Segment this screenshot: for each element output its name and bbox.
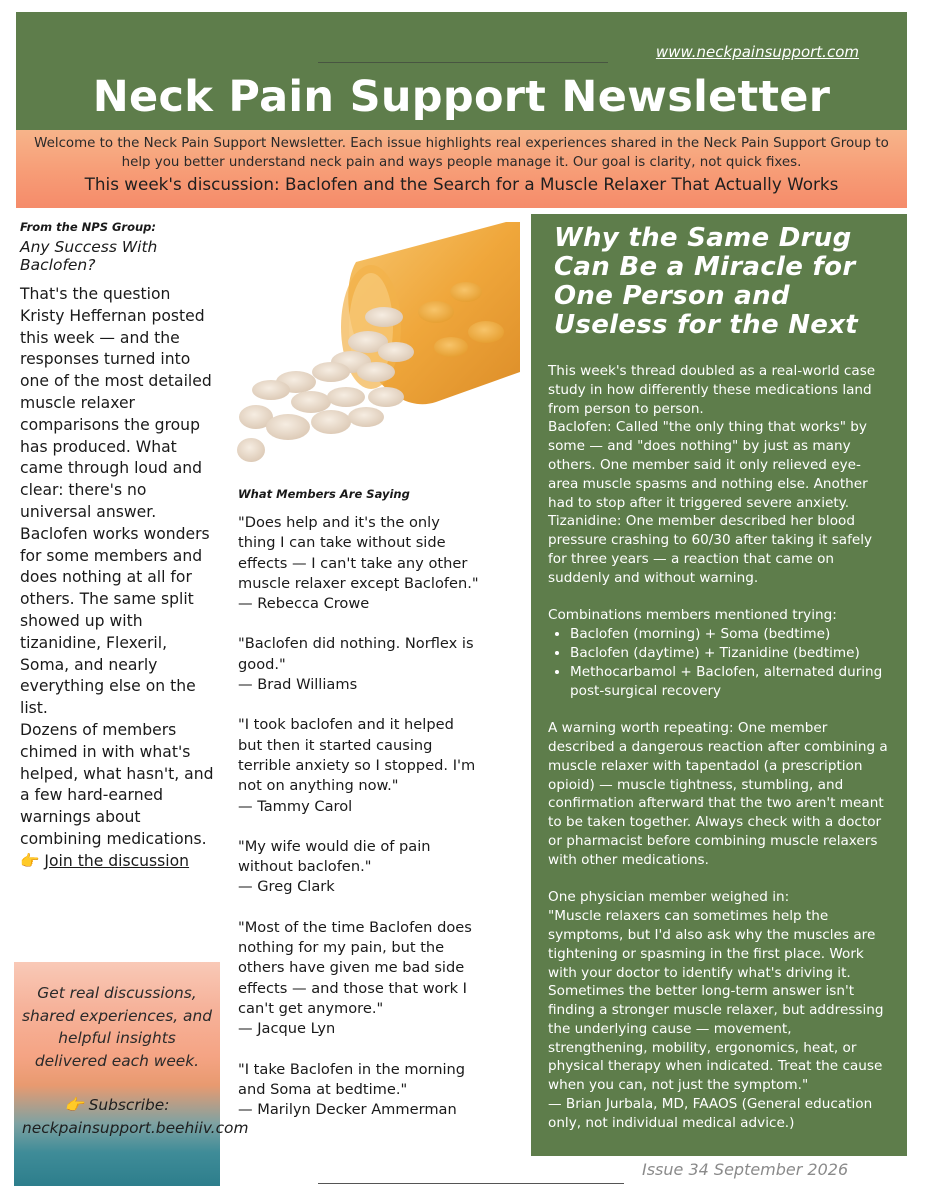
quote-list <box>238 513 482 1120</box>
issue-label: Issue 34 September 2026 <box>642 1160 849 1179</box>
join-discussion-link[interactable]: Join the discussion <box>44 851 190 870</box>
baclofen-note: Baclofen: Called "the only thing that works" by some — and "does nothing" by just as many others. One member said it only relieved eye-area muscle spasms and nothing else. Another had to stop after it triggered severe anxiety. <box>548 419 868 511</box>
list-item: • Methocarbamol + Baclofen, alternated during post-surgical recovery <box>570 663 889 701</box>
newsletter-title: Neck Pain Support Newsletter <box>92 72 831 122</box>
member-quote <box>238 715 482 816</box>
member-quotes-column <box>238 487 482 1140</box>
physician-intro: One physician member weighed in: <box>548 889 790 906</box>
feature-kicker: From the NPS Group: <box>20 220 157 234</box>
sidebar-body <box>548 362 889 1133</box>
feature-column <box>20 220 215 873</box>
footer-divider <box>318 1183 624 1184</box>
tizanidine-note: Tizanidine: One member described her blood pressure crashing to 60/30 after taking it safely for three years — a reaction that came on suddenly and without warning. <box>548 513 873 586</box>
feature-story <box>20 284 215 873</box>
quote-text: "Most of the time Baclofen does nothing for my pain, but the others have given me bad side effects — and those that work I can't get anymore." <box>238 918 472 1017</box>
physician-quote: "Muscle relaxers can sometimes help the symptoms, but I'd also ask why the muscles are tightening or spasming in the first place. Work with your doctor to identify what's driving it. Sometimes the better long-term answer isn't finding a stronger muscle relaxer, but addressing the underlying cause — movement, strengthening, mobility, ergonomics, heat, or physical therapy when indicated. Treat the cause when you can, not just the symptom." <box>548 908 884 1094</box>
member-quote <box>238 1060 482 1121</box>
list-item: • Baclofen (morning) + Soma (bedtime) <box>570 625 889 644</box>
intro-band <box>16 130 907 208</box>
sidebar-headline: Why the Same Drug Can Be a Miracle for One Person and Useless for the Next <box>554 223 859 340</box>
warning-note: A warning worth repeating: One member described a dangerous reaction after combining a muscle relaxer with tapentadol (a prescription opioid) — muscle tightness, stumbling, and confirmation afterward that the two aren't meant to be taken together. Always check with a doctor or pharmacist before combining muscle relaxers with other medications. <box>548 720 888 868</box>
member-quote <box>238 918 482 1040</box>
member-quote <box>238 513 482 614</box>
quote-author: — Greg Clark <box>238 878 335 896</box>
header-divider <box>318 62 608 63</box>
promo-blurb: Get real discussions, shared experiences, and helpful insights delivered each week. <box>22 984 212 1070</box>
feature-question: Any Success With Baclofen? <box>20 238 158 274</box>
site-url-link[interactable]: www.neckpainsupport.com <box>655 43 859 61</box>
quote-text: "My wife would die of pain without baclofen." <box>238 837 431 876</box>
pill-bottle-illustration <box>236 222 520 472</box>
quote-text: "Baclofen did nothing. Norflex is good." <box>238 635 474 673</box>
analysis-sidebar <box>531 214 907 1156</box>
list-item: • Baclofen (daytime) + Tizanidine (bedtime) <box>570 644 889 663</box>
member-quote <box>238 837 482 898</box>
join-discussion-row <box>20 851 215 873</box>
combinations-label: Combinations members mentioned trying: <box>548 607 837 624</box>
weekly-discussion-topic: This week's discussion: Baclofen and the Search for a Muscle Relaxer That Actually Works <box>84 174 839 194</box>
subscribe-link[interactable]: neckpainsupport.beehiiv.com <box>22 1118 249 1137</box>
quote-author: — Jacque Lyn <box>238 1020 336 1038</box>
quote-author: — Rebecca Crowe <box>238 595 370 613</box>
subscribe-block <box>22 1094 249 1139</box>
pointing-hand-icon: 👉 <box>20 851 40 870</box>
quote-text: "Does help and it's the only thing I can take without side effects — I can't take any other muscle relaxer except Baclofen." <box>238 514 479 592</box>
spacer <box>548 700 889 719</box>
sidebar-intro: This week's thread doubled as a real-world case study in how differently these medications land from person to person. <box>548 363 876 417</box>
physician-signature: — Brian Jurbala, MD, FAAOS (General education only, not individual medical advice.) <box>548 1096 873 1131</box>
feature-paragraph: Dozens of members chimed in with what's helped, what hasn't, and a few hard-earned warnings about combining medications. <box>20 720 214 848</box>
feature-paragraph: That's the question Kristy Heffernan posted this week — and the responses turned into one of the most detailed muscle relaxer comparisons the group has produced. What came through loud and clear: there's no universal answer. Baclofen works wonders for some members and does nothing at all for others. The same split showed up with tizanidine, Flexeril, Soma, and nearly everything else on the list. <box>20 285 212 718</box>
members-section-label: What Members Are Saying <box>238 487 410 501</box>
quote-author: — Brad Williams <box>238 676 358 694</box>
subscribe-label: Subscribe: <box>88 1096 170 1114</box>
combinations-list <box>548 625 889 700</box>
intro-lead: Welcome to the Neck Pain Support Newsletter. Each issue highlights real experiences shared in the Neck Pain Support Group to help you better understand neck pain and ways people manage it. Our goal is clarity, not quick fixes. <box>34 136 889 170</box>
quote-author: — Tammy Carol <box>238 797 353 815</box>
subscribe-promo <box>14 962 249 1186</box>
spacer <box>548 588 889 607</box>
member-quote <box>238 634 482 695</box>
quote-text: "I took baclofen and it helped but then it started causing terrible anxiety so I stopped. I'm not on anything now." <box>238 716 476 795</box>
quote-author: — Marilyn Decker Ammerman <box>238 1101 457 1119</box>
pointing-hand-icon: 👉 <box>64 1096 84 1114</box>
spacer <box>548 870 889 889</box>
quote-text: "I take Baclofen in the morning and Soma at bedtime." <box>238 1060 466 1098</box>
masthead <box>16 12 907 130</box>
